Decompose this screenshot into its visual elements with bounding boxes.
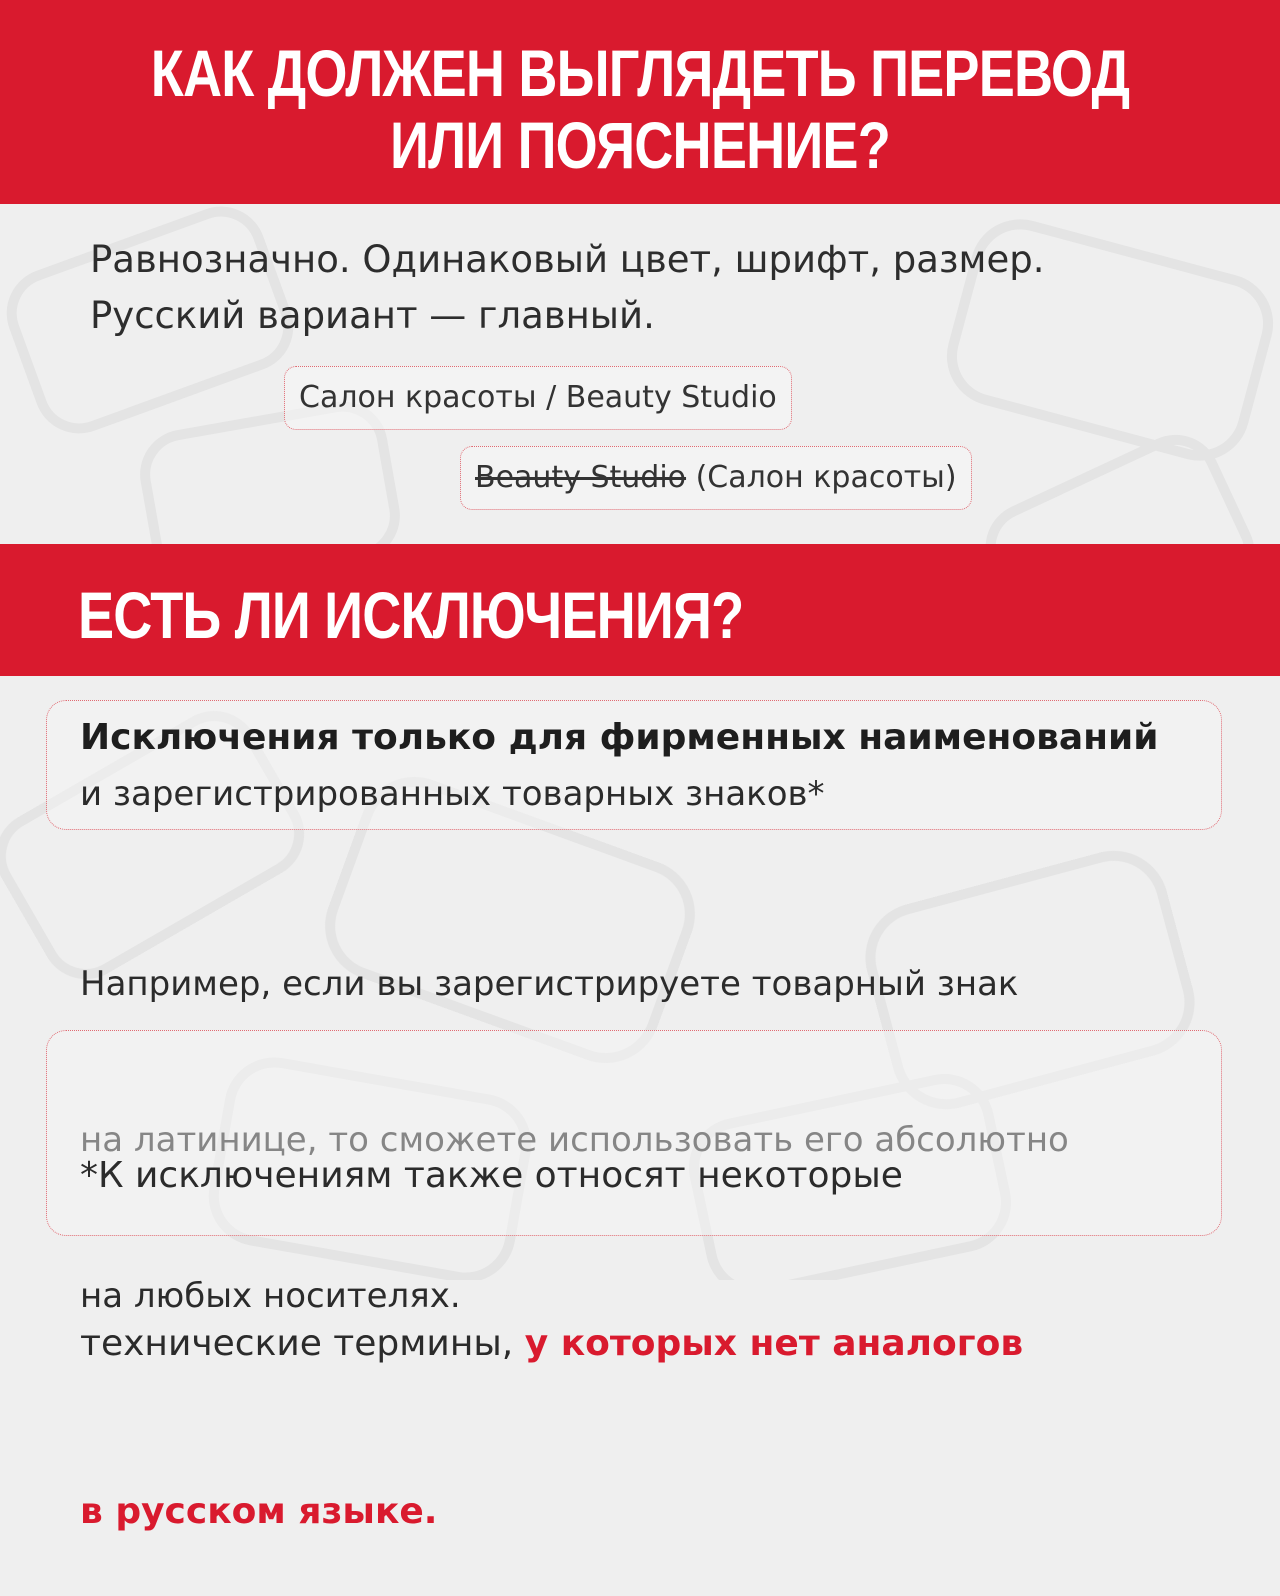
example-wrong-struck-text: Beauty Studio [475,460,687,495]
rule-text [90,232,1044,344]
header-band [0,0,1280,204]
footnote-line1: *К исключениям также относят некоторые [80,1155,903,1196]
example-correct-text: Салон красоты / Beauty Studio [299,380,777,415]
footnote-line3-highlight: в русском языке. [80,1491,438,1532]
rule-line2: Русский вариант — главный. [90,294,655,337]
rule-line1: Равнозначно. Одинаковый цвет, шрифт, размер. [90,238,1045,281]
header-title-line2: ИЛИ ПОЯСНЕНИЕ? [390,108,890,182]
footnote-line2-plain: технические термины, [80,1323,525,1364]
example-wrong-rest-text: (Салон красоты) [686,460,957,495]
example-paragraph-line3: на любых носителях. [80,1276,461,1316]
example-paragraph-line1: Например, если вы зарегистрируете товарный знак [80,964,1019,1004]
footnote-line2 [80,1316,1023,1372]
exception-line2: и зарегистрированных товарных знаков* [80,774,825,814]
section2-title: ЕСТЬ ЛИ ИСКЛЮЧЕНИЯ? [78,578,744,652]
footnote-text [80,1036,1023,1596]
example-paragraph-line2: на латинице, то сможете использовать его абсолютно [80,1120,1069,1160]
section2-band [0,544,1280,676]
exception-bold-line: Исключения только для фирменных наименований [80,717,1159,758]
header-title-line1: КАК ДОЛЖЕН ВЫГЛЯДЕТЬ ПЕРЕВОД [150,36,1130,110]
footnote-line2-highlight: у которых нет аналогов [524,1323,1024,1364]
example-correct-tag [284,366,792,430]
example-wrong-tag [460,446,972,510]
